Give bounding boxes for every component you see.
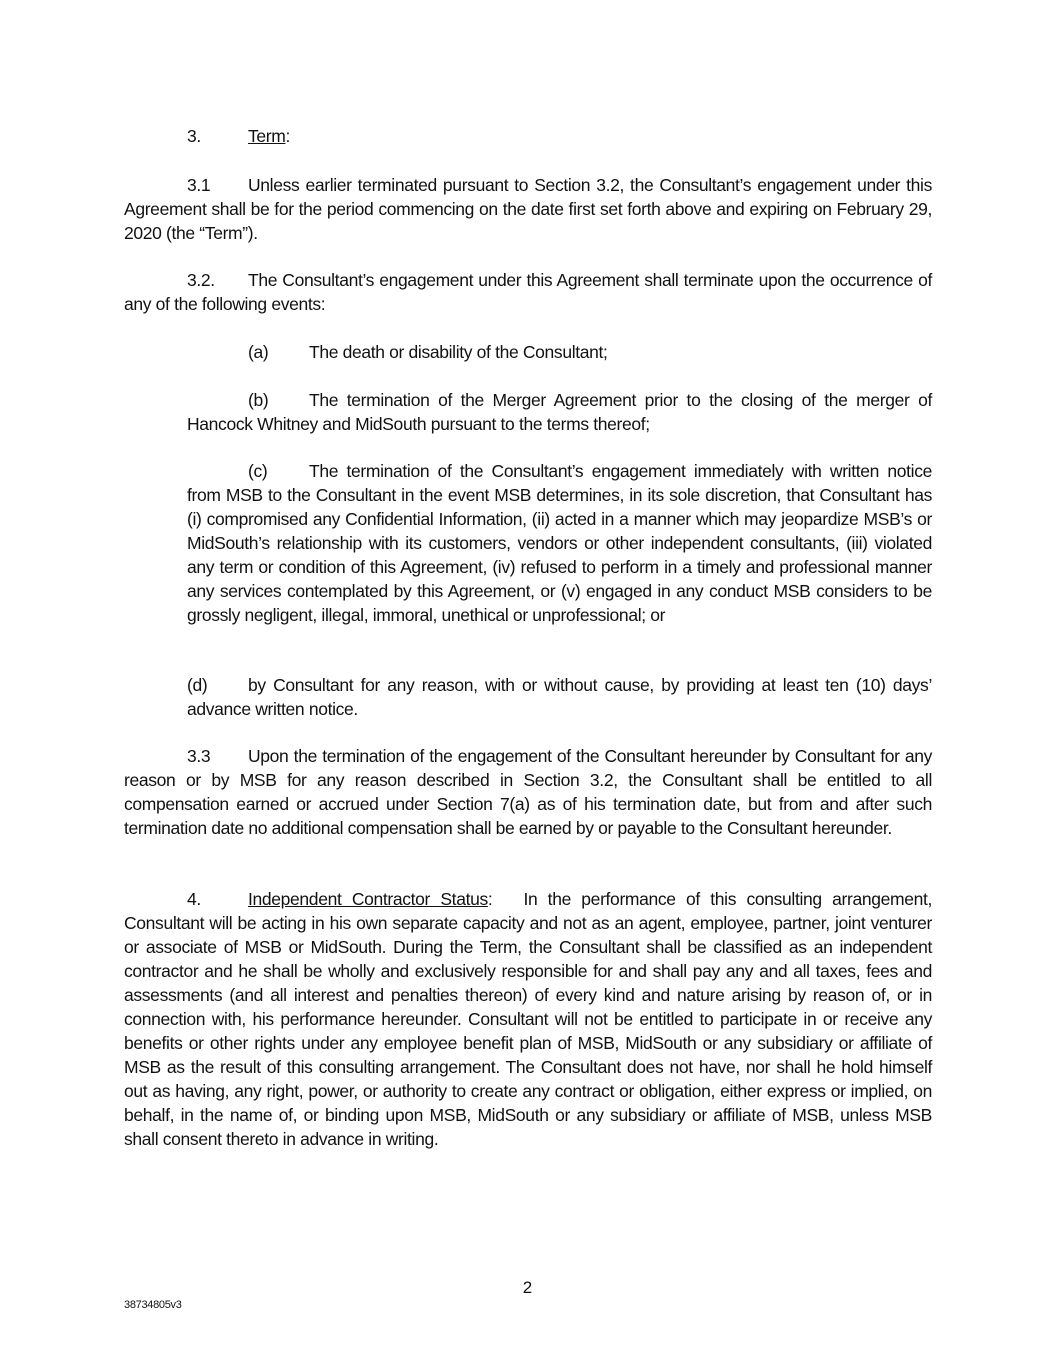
clause-text: The Consultant’s engagement under this Agreement shall terminate upon the occurrence of any of the following events: [124, 270, 932, 314]
section-3-3 [124, 744, 932, 840]
section-3-1 [124, 173, 932, 245]
section-text: In the performance of this consulting arrangement, Consultant will be acting in his own separate capacity and not as an agent, employee, partner, joint venturer or associate of MSB or MidSouth. During the Term, the Consultant shall be classified as an independent contractor and he shall be wholly and exclusively responsible for and shall pay any and all taxes, fees and assessments (and all interest and penalties thereon) of every kind and nature arising by reason of, or in connection with, his performance hereunder. Consultant will not be entitled to participate in or receive any benefits or other rights under any employee benefit plan of MSB, MidSouth or any subsidiary or affiliate of MSB as the result of this consulting arrangement. The Consultant does not have, nor shall he hold himself out as having, any right, power, or authority to create any contract or obligation, either express or implied, on behalf, in the name of, or binding upon MSB, MidSouth or any subsidiary or affiliate of MSB, unless MSB shall consent thereto in advance in writing. [124, 889, 932, 1149]
clause-text: Upon the termination of the engagement of the Consultant hereunder by Consultant for any reason or by MSB for any reason described in Section 3.2, the Consultant shall be entitled to all compensation earned or accrued under Section 7(a) as of his termination date, but from and after such termination date no additional compensation shall be earned by or payable to the Consultant hereunder. [124, 746, 932, 838]
section-3-2 [124, 268, 932, 316]
item-label: (c) [248, 461, 268, 481]
section-title: Term [248, 126, 286, 146]
section-title: Independent Contractor Status [248, 889, 488, 909]
list-item-b [124, 388, 932, 436]
item-label: (a) [248, 342, 269, 362]
clause-number: 3.1 [187, 175, 211, 195]
list-item-d [124, 673, 932, 721]
page-number: 2 [522, 1278, 533, 1297]
clause-number: 3.3 [187, 746, 211, 766]
section-number: 4. [187, 889, 201, 909]
list-item-a [124, 340, 932, 364]
list-item-c [124, 459, 932, 627]
clause-text: Unless earlier terminated pursuant to Section 3.2, the Consultant’s engagement under this Agreement shall be for the period commencing on the date first set forth above and expiring on February 29, 2020 (the “Term”). [124, 175, 932, 243]
item-text: The termination of the Merger Agreement prior to the closing of the merger of Hancock Whitney and MidSouth pursuant to the terms thereof; [187, 390, 932, 434]
item-text: The termination of the Consultant’s engagement immediately with written notice from MSB to the Consultant in the event MSB determines, in its sole discretion, that Consultant has (i) compromised any Confidential Information, (ii) acted in a manner which may jeopardize MSB’s or MidSouth’s relationship with its customers, vendors or other independent consultants, (iii) violated any term or condition of this Agreement, (iv) refused to perform in a timely and professional manner any services contemplated by this Agreement, or (v) engaged in any conduct MSB considers to be grossly negligent, illegal, immoral, unethical or unprofessional; or [187, 461, 932, 625]
item-label: (b) [248, 390, 269, 410]
section-number: 3. [187, 126, 201, 146]
section-3-heading: 3. Term: [187, 126, 291, 146]
document-id: 38734805v3 [124, 1299, 182, 1311]
item-text: The death or disability of the Consultant; [309, 342, 608, 362]
clause-number: 3.2. [187, 270, 215, 290]
section-4: 4. Independent Contractor Status: In the performance of this consulting arrangement, Consultant will be acting in his own separate capacity and not as an agent, employee, partner, joint venturer or associate of MSB or MidSouth. During the Term, the Consultant shall be classified as an independent contractor and he shall be wholly and exclusively responsible for and shall pay any and all taxes, fees and assessments (and all interest and penalties thereon) of every kind and nature arising by reason of, or in connection with, his performance hereunder. Consultant will not be entitled to participate in or receive any benefits or other rights under any employee benefit plan of MSB, MidSouth or any subsidiary or affiliate of MSB as the result of this consulting arrangement. The Consultant does not have, nor shall he hold himself out as having, any right, power, or authority to create any contract or obligation, either express or implied, on behalf, in the name of, or binding upon MSB, MidSouth or any subsidiary or affiliate of MSB, unless MSB shall consent thereto in advance in writing. [124, 889, 932, 1149]
item-label: (d) [187, 675, 208, 695]
item-text: by Consultant for any reason, with or without cause, by providing at least ten (10) days’ advance written notice. [187, 675, 932, 719]
